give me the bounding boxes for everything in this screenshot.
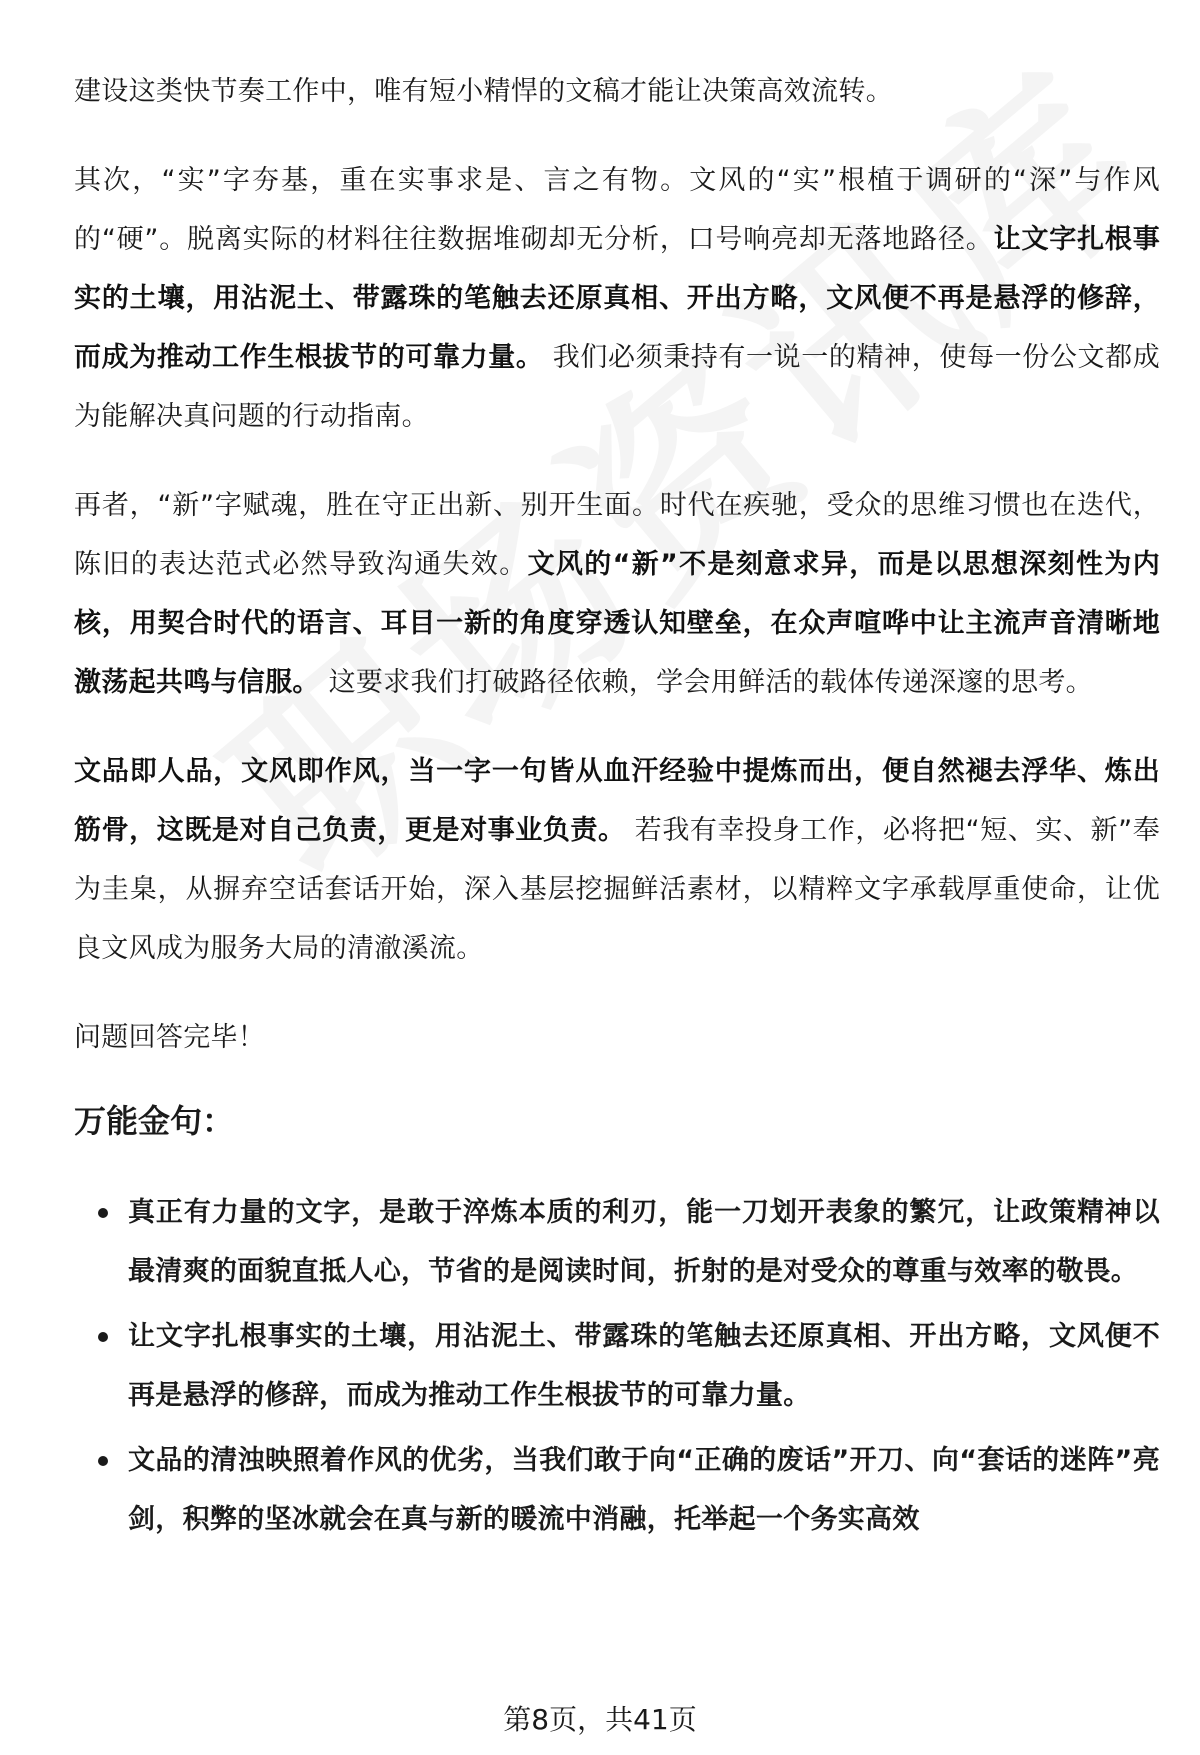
- paragraph: [74, 476, 1160, 712]
- quote-item: [128, 1307, 1160, 1425]
- text-segment: 这要求我们打破路径依赖，学会用鲜活的载体传递深邃的思考。: [319, 667, 1093, 698]
- text-segment: 我们必须秉持有一说一的精神，使每一份公文都成为能解决真问题的行动指南。: [74, 342, 1160, 432]
- quote-text: 文品的清浊映照着作风的优劣，当我们敢于向“正确的废话”开刀、向“套话的迷阵”亮剑，积弊的坚冰就会在真与新的暖流中消融，托举起一个务实高效: [128, 1445, 1160, 1535]
- text-segment: 建设这类快节奏工作中，唯有短小精悍的文稿才能让决策高效流转。: [74, 76, 893, 107]
- paragraph: [74, 151, 1160, 446]
- quote-text: 真正有力量的文字，是敢于淬炼本质的利刃，能一刀划开表象的繁冗，让政策精神以最清爽的面貌直抵人心，节省的是阅读时间，折射的是对受众的尊重与效率的敬畏。: [128, 1197, 1160, 1287]
- quote-list: [74, 1183, 1160, 1549]
- text-segment: 问题回答完毕！: [74, 1022, 266, 1053]
- section-title: 万能金句：: [74, 1102, 235, 1140]
- paragraph: [74, 62, 1160, 121]
- bullet-icon: [98, 1456, 108, 1466]
- quote-text: 让文字扎根事实的土壤，用沾泥土、带露珠的笔触去还原真相、开出方略，文风便不再是悬浮的修辞，而成为推动工作生根拔节的可靠力量。: [128, 1321, 1160, 1411]
- text-segment: 若我有幸投身工作，必将把“短、实、新”奉为圭臬，从摒弃空话套话开始，深入基层挖掘鲜活素材，以精粹文字承载厚重使命，让优良文风成为服务大局的清澈溪流。: [74, 815, 1161, 964]
- quote-item: [128, 1183, 1160, 1301]
- bold-text: 文风的“新”不是刻意求异，而是以思想深刻性为内核，用契合时代的语言、耳目一新的角度穿透认知壁垒，在众声喧哗中让主流声音清晰地激荡起共鸣与信服。: [74, 549, 1160, 698]
- bullet-icon: [98, 1332, 108, 1342]
- bold-text: 文品即人品，文风即作风，当一字一句皆从血汗经验中提炼而出，便自然褪去浮华、炼出筋骨，这既是对自己负责，更是对事业负责。: [74, 756, 1160, 846]
- bold-text: 让文字扎根事实的土壤，用沾泥土、带露珠的笔触去还原真相、开出方略，文风便不再是悬浮的修辞，而成为推动工作生根拔节的可靠力量。: [74, 224, 1160, 373]
- document-page: [74, 62, 1160, 1555]
- bullet-icon: [98, 1208, 108, 1218]
- text-segment: 再者，“新”字赋魂，胜在守正出新、别开生面。时代在疾驰，受众的思维习惯也在迭代，陈旧的表达范式必然导致沟通失效。: [74, 490, 1160, 580]
- body-paragraphs: [74, 62, 1160, 1067]
- page-footer: 第8页，共41页: [0, 1700, 1200, 1740]
- paragraph: [74, 742, 1160, 978]
- text-segment: 其次，“实”字夯基，重在实事求是、言之有物。文风的“实”根植于调研的“深”与作风的“硬”。脱离实际的材料往往数据堆砌却无分析，口号响亮却无落地路径。: [74, 165, 1160, 255]
- paragraph: [74, 1008, 1160, 1067]
- quote-item: [128, 1431, 1160, 1549]
